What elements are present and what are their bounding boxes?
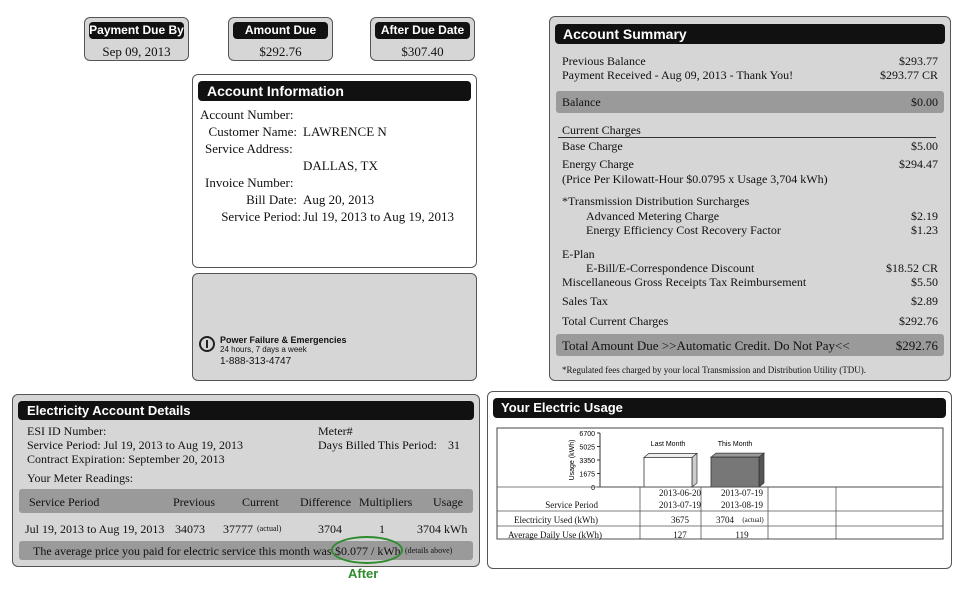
usage-bar xyxy=(644,457,692,487)
service-city-value: DALLAS, TX xyxy=(303,158,378,173)
emergency-panel xyxy=(192,273,477,381)
energy-efficiency-label: Energy Efficiency Cost Recovery Factor xyxy=(586,223,781,237)
balance-value: $0.00 xyxy=(911,95,938,109)
bar-top xyxy=(644,453,697,457)
electric-usage-title: Your Electric Usage xyxy=(493,398,946,418)
usage-chart xyxy=(488,392,953,570)
energy-charge-label: Energy Charge xyxy=(562,157,634,171)
previous-balance-value: $293.77 xyxy=(899,54,938,68)
reading-difference: 3704 xyxy=(318,522,342,536)
meter-readings-label: Your Meter Readings: xyxy=(27,471,134,485)
sales-tax-row xyxy=(562,294,938,308)
col-multipliers: Multipliers xyxy=(359,495,413,509)
col-current: Current xyxy=(242,495,279,509)
electricity-details-title: Electricity Account Details xyxy=(18,401,474,420)
average-price-text: The average price you paid for electric service this month was xyxy=(33,544,332,558)
y-axis-label: Usage (kWh) xyxy=(569,439,576,481)
row-label-service-period: Service Period xyxy=(545,500,598,510)
base-charge-value: $5.00 xyxy=(911,139,938,153)
payment-received-value: $293.77 CR xyxy=(879,68,938,82)
details-service-period: Service Period: Jul 19, 2013 to Aug 19, 2013 xyxy=(27,438,243,452)
account-information-title: Account Information xyxy=(198,81,471,101)
account-summary-panel xyxy=(549,16,951,381)
energy-charge-detail: (Price Per Kilowatt-Hour $0.0795 x Usage 3,704 kWh) xyxy=(562,172,828,186)
account-information-panel xyxy=(192,74,477,268)
usage-bar xyxy=(711,457,759,487)
meter-label: Meter# xyxy=(318,424,353,438)
bill-date-value: Aug 20, 2013 xyxy=(303,192,375,207)
reading-current-note: (actual) xyxy=(257,524,282,533)
row-label-average-daily: Average Daily Use (kWh) xyxy=(507,530,602,540)
y-tick-label: 5025 xyxy=(579,444,595,452)
balance-label: Balance xyxy=(562,95,601,109)
service-address-label: Service Address: xyxy=(205,141,293,156)
amount-due-value: $292.76 xyxy=(259,44,302,59)
sales-tax-value: $2.89 xyxy=(911,294,938,308)
payment-due-value: Sep 09, 2013 xyxy=(102,44,171,59)
total-amount-due-row xyxy=(562,338,938,352)
last-month-avg: 127 xyxy=(673,530,687,540)
col-difference: Difference xyxy=(300,495,352,509)
current-charges-heading xyxy=(562,123,938,137)
tds-label: *Transmission Distribution Surcharges xyxy=(562,194,750,208)
bar-top xyxy=(711,453,764,457)
annotation-label: After xyxy=(348,566,379,581)
after-due-value: $307.40 xyxy=(401,44,444,59)
amount-due-box xyxy=(228,17,333,61)
average-price-value: $0.077 / kWh xyxy=(335,544,401,558)
customer-name-value: LAWRENCE N xyxy=(303,124,387,139)
misc-gross-value: $5.50 xyxy=(911,275,938,289)
service-period-value: Jul 19, 2013 to Aug 19, 2013 xyxy=(303,209,454,224)
reading-current: 37777 xyxy=(223,522,253,536)
advanced-metering-value: $2.19 xyxy=(911,209,938,223)
ebill-discount-label: E-Bill/E-Correspondence Discount xyxy=(586,261,755,275)
reading-previous: 34073 xyxy=(175,522,205,536)
total-amount-due-value: $292.76 xyxy=(895,338,938,353)
energy-efficiency-value: $1.23 xyxy=(911,223,938,237)
tdu-footnote: *Regulated fees charged by your local Transmission and Distribution Utility (TDU). xyxy=(562,365,867,375)
total-current-row xyxy=(562,314,938,328)
sales-tax-label: Sales Tax xyxy=(562,294,608,308)
total-current-label: Total Current Charges xyxy=(562,314,669,328)
electric-usage-panel xyxy=(487,391,952,569)
bar-category-label: Last Month xyxy=(650,441,686,448)
this-month-period-end: 2013-08-19 xyxy=(721,500,763,510)
annotation-circle xyxy=(331,536,403,564)
bar-side xyxy=(759,453,764,487)
base-charge-label: Base Charge xyxy=(562,139,623,153)
bar-category-label: This Month xyxy=(717,441,753,448)
base-charge-row xyxy=(562,139,938,153)
energy-charge-row xyxy=(562,157,938,171)
emergency-phone[interactable]: 1-888-313-4747 xyxy=(220,356,292,367)
this-month-used: 3704 xyxy=(716,515,734,525)
after-due-box xyxy=(370,17,475,61)
invoice-number-label: Invoice Number: xyxy=(205,175,294,190)
y-tick-label: 3350 xyxy=(579,458,595,465)
this-month-used-note: (actual) xyxy=(742,516,764,524)
energy-charge-value: $294.47 xyxy=(899,157,938,171)
ebill-discount-value: $18.52 CR xyxy=(885,261,938,275)
tds-heading xyxy=(562,194,938,208)
advanced-metering-row xyxy=(562,209,938,223)
bar-side xyxy=(692,453,697,487)
y-tick-label: 0 xyxy=(591,485,595,492)
col-usage: Usage xyxy=(433,495,463,509)
previous-balance-row xyxy=(562,54,938,68)
energy-charge-detail-row xyxy=(562,172,938,186)
col-previous: Previous xyxy=(173,495,215,509)
y-tick-label: 1675 xyxy=(579,471,595,479)
advanced-metering-label: Advanced Metering Charge xyxy=(586,209,720,223)
previous-balance-label: Previous Balance xyxy=(562,54,646,68)
electricity-details-panel xyxy=(12,394,480,567)
days-billed-value: 31 xyxy=(448,438,460,452)
amount-due-label: Amount Due xyxy=(233,22,328,39)
power-icon xyxy=(199,336,215,352)
esi-id-label: ESI ID Number: xyxy=(27,424,107,438)
eplan-heading xyxy=(562,247,938,261)
contract-expiration: Contract Expiration: September 20, 2013 xyxy=(27,452,225,466)
row-label-electricity-used: Electricity Used (kWh) xyxy=(514,515,598,525)
misc-gross-row xyxy=(562,275,938,289)
divider xyxy=(558,137,936,138)
last-month-period-start: 2013-06-20 xyxy=(659,488,701,498)
col-service-period: Service Period xyxy=(29,495,100,509)
last-month-period-end: 2013-07-19 xyxy=(659,500,701,510)
after-due-label: After Due Date xyxy=(375,22,470,39)
this-month-period-start: 2013-07-19 xyxy=(721,488,763,498)
emergency-subtitle: 24 hours, 7 days a week xyxy=(220,345,307,354)
bill-date-label: Bill Date: xyxy=(246,192,297,207)
payment-received-label: Payment Received - Aug 09, 2013 - Thank You! xyxy=(562,68,794,82)
balance-row xyxy=(562,95,938,109)
customer-name-label: Customer Name: xyxy=(208,124,297,139)
energy-efficiency-row xyxy=(562,223,938,237)
total-current-value: $292.76 xyxy=(899,314,938,328)
account-number-label: Account Number: xyxy=(200,107,294,122)
y-tick-label: 6700 xyxy=(579,431,595,438)
emergency-title: Power Failure & Emergencies xyxy=(220,335,347,345)
payment-due-label: Payment Due By xyxy=(89,23,184,37)
ebill-discount-row xyxy=(562,261,938,275)
reading-usage: 3704 kWh xyxy=(417,522,468,536)
days-billed-label: Days Billed This Period: xyxy=(318,438,437,452)
reading-period: Jul 19, 2013 to Aug 19, 2013 xyxy=(25,522,165,536)
service-period-label: Service Period: xyxy=(221,209,301,224)
current-charges-label: Current Charges xyxy=(562,123,641,137)
reading-multiplier: 1 xyxy=(379,522,385,536)
eplan-label: E-Plan xyxy=(562,247,595,261)
last-month-used: 3675 xyxy=(671,515,689,525)
total-amount-due-label: Total Amount Due >>Automatic Credit. Do Not Pay<< xyxy=(562,338,850,353)
payment-received-row xyxy=(562,68,938,82)
average-price-note: (details above) xyxy=(405,546,453,555)
this-month-avg: 119 xyxy=(735,530,749,540)
misc-gross-label: Miscellaneous Gross Receipts Tax Reimbursement xyxy=(562,275,807,289)
account-summary-title: Account Summary xyxy=(555,24,945,44)
payment-due-box xyxy=(84,17,189,61)
